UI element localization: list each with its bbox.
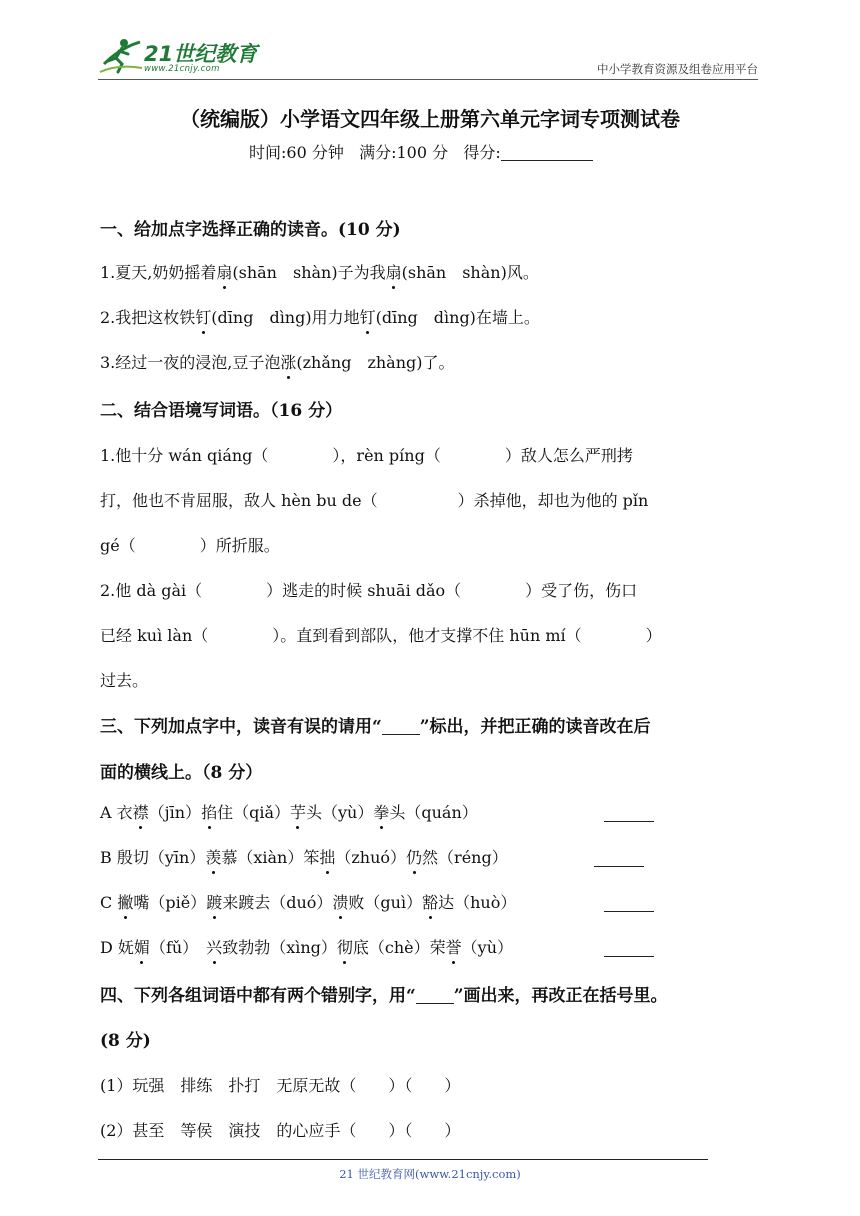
- dotted-char: 扇: [385, 263, 402, 282]
- dotted-char: 扇: [216, 263, 233, 282]
- platform-label: 中小学教育资源及组卷应用平台: [597, 62, 758, 76]
- s3-option-c: C 撇嘴（piě）踱来踱去（duó）溃败（guì）豁达（huò）: [100, 893, 517, 912]
- s2-line-2: 打，他也不肯屈服，敌人 hèn bu de（ ）杀掉他，却也为他的 pǐn: [100, 491, 649, 510]
- page-title: （统编版）小学语文四年级上册第六单元字词专项测试卷: [180, 107, 680, 131]
- dotted-char: 掐: [201, 803, 218, 822]
- s4-question-2: (2）甚至 等侯 演技 的心应手（ ）（ ）: [100, 1121, 461, 1140]
- dotted-char: 芋: [289, 803, 306, 822]
- logo: [98, 34, 268, 78]
- dotted-char: 仍: [406, 848, 423, 867]
- dotted-char: 豁: [422, 893, 439, 912]
- page-header: [98, 34, 758, 80]
- section1-heading: 一、给加点字选择正确的读音。(10 分): [100, 220, 401, 240]
- score-label: 得分:: [463, 143, 501, 162]
- footer-text: 21 世纪教育网(www.21cnjy.com): [339, 1167, 521, 1181]
- s2-line-1: 1.他十分 wán qiáng（ ），rèn píng（ ）敌人怎么严刑拷: [100, 446, 633, 465]
- section3-heading: 三、下列加点字中，读音有误的请用“ ”标出，并把正确的读音改在后: [100, 717, 651, 737]
- s2-line-6: 过去。: [100, 671, 149, 690]
- section4-heading-cont: (8 分): [100, 1031, 151, 1051]
- underline-sample: [416, 988, 454, 1004]
- s3-option-d: D 妩媚（fǔ） 兴致勃勃（xìng）彻底（chè）荣誉（yù）: [100, 938, 514, 957]
- dotted-char: 钉: [195, 308, 212, 327]
- dotted-char: 媚: [133, 938, 150, 957]
- header-divider: [98, 79, 758, 80]
- s2-line-4: 2.他 dà gài（ ）逃走的时候 shuāi dǎo（ ）受了伤，伤口: [100, 581, 638, 600]
- logo-url: www.21cnjy.com: [144, 64, 220, 74]
- dotted-char: 涨: [280, 353, 297, 372]
- s1-question-2: 2.我把这枚铁钉(dīng dìng)用力地钉(dīng dìng)在墙上。: [100, 308, 540, 327]
- answer-blank-c[interactable]: [604, 896, 654, 912]
- s2-line-5: 已经 kuì làn（ ）。直到看到部队，他才支撑不住 hūn mí（ ）: [100, 626, 662, 645]
- footer-divider: [98, 1159, 708, 1160]
- s1-question-1: 1.夏天,奶奶摇着扇(shān shàn)子为我扇(shān shàn)风。: [100, 263, 539, 282]
- section3-heading-cont: 面的横线上。（8 分）: [100, 763, 263, 783]
- dotted-char: 溃: [332, 893, 349, 912]
- underline-sample: [382, 719, 420, 735]
- section4-heading: 四、下列各组词语中都有两个错别字，用“ ”画出来，再改正在括号里。: [100, 986, 668, 1006]
- section2-heading: 二、结合语境写词语。（16 分）: [100, 401, 343, 421]
- answer-blank-d[interactable]: [604, 941, 654, 957]
- dotted-char: 兴: [206, 938, 223, 957]
- s4-question-1: (1）玩强 排练 扑打 无原无故（ ）（ ）: [100, 1076, 461, 1095]
- dotted-char: 羡: [205, 848, 222, 867]
- dotted-char: 彻: [336, 938, 353, 957]
- exam-info: [249, 140, 593, 163]
- dotted-char: 拳: [373, 803, 390, 822]
- dotted-char: 襟: [132, 803, 149, 822]
- runner-logo-icon: [98, 34, 144, 78]
- dotted-char: 誉: [445, 938, 462, 957]
- s2-line-3: gé（ ）所折服。: [100, 536, 280, 555]
- s3-option-a: A 衣襟（jīn）掐住（qiǎ）芋头（yù）拳头（quán）: [100, 803, 478, 822]
- score-blank[interactable]: [501, 145, 593, 161]
- time-label: 时间:60 分钟: [249, 143, 344, 162]
- dotted-char: 撇: [117, 893, 134, 912]
- answer-blank-a[interactable]: [604, 806, 654, 822]
- s3-option-b: B 殷切（yīn）羡慕（xiàn）笨拙（zhuó）仍然（réng）: [100, 848, 508, 867]
- full-score-label: 满分:100 分: [359, 143, 449, 162]
- dotted-char: 拙: [319, 848, 336, 867]
- s1-question-3: 3.经过一夜的浸泡,豆子泡涨(zhǎng zhàng)了。: [100, 353, 455, 372]
- dotted-char: 钉: [359, 308, 376, 327]
- dotted-char: 踱: [206, 893, 223, 912]
- answer-blank-b[interactable]: [594, 851, 644, 867]
- logo-text: 21世纪教育: [144, 42, 258, 66]
